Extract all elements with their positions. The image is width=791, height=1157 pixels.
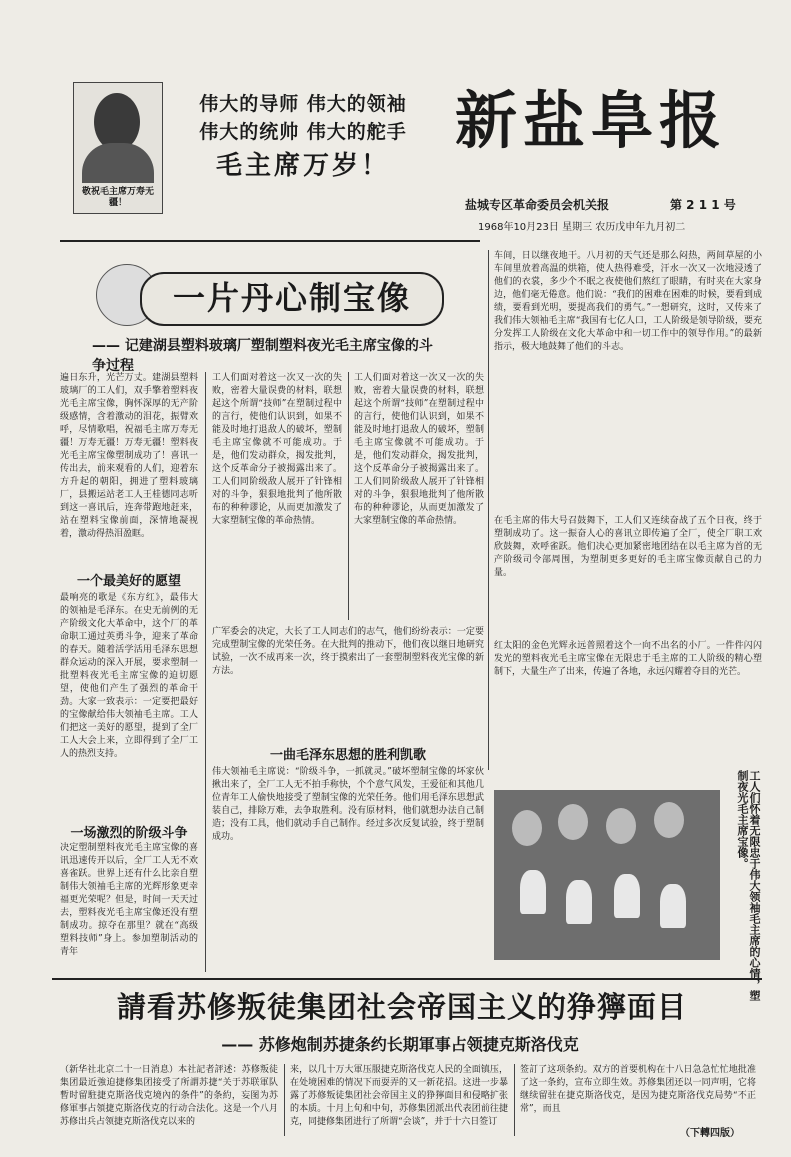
article1-col2-extra: 工人们面对着这一次又一次的失败，密着大量误费的材料，联想起这个所谓“技师”在塑制过程中的言行，使他们认识到，如果不能及时地打退敌人的破坏，塑制毛主席宝像就不可能成功。于是，他们发动群众，揭发批判，这个反革命分子被揭露出来了。工人们同阶级敌人展开了针锋相对的斗争，狠狠地批判了他所散布的种种谬论，从而更加激发了大家塑制宝像的革命热情。 bbox=[354, 373, 484, 526]
article-divider bbox=[52, 978, 762, 980]
mao-portrait bbox=[73, 82, 163, 214]
article1-col3b: 在毛主席的伟大号召鼓舞下，工人们又连续奋战了五个日夜，终于塑制成功了。这一振奋人心的喜讯立即传遍了全厂，使全厂职工欢欣鼓舞，欢呼雀跃。他们决心更加紧密地团结在以毛主席为首的无产阶级司令部周围，为塑制更多更好的毛主席宝像贡献自己的力量。 bbox=[494, 516, 762, 578]
portrait-body bbox=[82, 143, 154, 183]
worker-figure bbox=[606, 808, 636, 844]
slogan-block bbox=[168, 90, 438, 186]
article2-col1: （新华社北京二十一日消息）本社記者評述：苏修叛徒集团最近強迫捷修集团接受了所謂苏捷“关于苏联軍队暫时留駐捷克斯洛伐克境內的条件”的条約，妄图为苏修軍事占領捷克斯洛伐克的行动合法化。这是一个八月苏修出兵占领捷克斯洛伐克以来的 bbox=[60, 1065, 278, 1127]
slogan-line-3: 毛主席万岁！ bbox=[215, 151, 390, 181]
article1-col3: 车间，日以继夜地干。八月初的天气还是那么闷热，两间草屋的小车间里放着高温的烘箱，使人热得难受，汗水一次又一次地浸透了他们的衣裳，多少个不眠之夜使他们熬红了眼睛，有时夹在大家身边，他们毫无倦意。他们说：“我们的困难在困难的时候，要看到成绩，要看到光明，要提高我们的勇气。”一想研究，这时，又传来了我们伟大领袖毛主席“我国有七亿人口，工人阶级是领导阶级，要充分发挥工人阶级在文化大革命中和一切工作中的领导作用。”的最新指示，极大地鼓舞了他们的斗志。 bbox=[494, 251, 762, 352]
portrait-caption: 敬祝毛主席万寿无疆！ bbox=[81, 187, 154, 208]
section-heading-1: 一个最美好的愿望 bbox=[76, 574, 181, 589]
article2-col3: 签訂了这项条約。双方的首要机构在十八日急急忙忙地批准了这一条約，宣布立即生效。苏修集团还以一同声明，它将继续留驻在捷克斯洛伐克，是因为捷克斯洛伐克局势“不正常”，而且 bbox=[520, 1065, 756, 1114]
article1-col2b: 广军委会的决定，大长了工人同志们的志气，他们纷纷表示：一定要完成塑制宝像的光荣任务。在大批判的推动下，他们夜以继日地研究试验，一次不成再来一次，终于摸索出了一套塑制塑料夜光宝像的新方法。 bbox=[212, 627, 484, 676]
article1-banner: 一片丹心制宝像 bbox=[172, 279, 411, 317]
article2-col2: 来，以几十万大軍压服捷克斯洛伐克人民的全面镇压，在处境困难的情况下而耍弄的又一新花招。这进一步暴露了苏修叛徒集团社会帝国主义的狰獰面目和侵略扩张的本质。十月上旬和中旬，苏修集团派出代表团前往捷克，同捷修集团进行了所谓“会谈”，并于十六日签订 bbox=[290, 1065, 508, 1127]
photo-caption: 工人们怀着无限忠于伟大领袖毛主席的心情，塑制夜光毛主席宝像。 bbox=[736, 770, 761, 1001]
column-rule-4 bbox=[284, 1064, 285, 1136]
publisher-line: 盐城专区革命委员会机关报 bbox=[465, 198, 610, 212]
column-rule-2 bbox=[348, 372, 349, 620]
masthead-title: 新盐阜报 bbox=[455, 84, 728, 157]
article1-col1c: 决定塑制塑料夜光毛主席宝像的喜讯迅速传开以后，全厂工人无不欢喜雀跃。世界上还有什么比亲自塑制伟大领袖毛主席的光辉形象更幸福更光荣呢？但是，时间一天天过去，塑料夜光毛主席宝像还没有塑制成功。掠夺在那里？就在“高级塑料技师”身上。参加塑制活动的青年 bbox=[60, 843, 198, 957]
workers-photo bbox=[494, 790, 720, 960]
worker-figure bbox=[558, 804, 588, 840]
article2-subheadline: —— 苏修炮制苏捷条约长期軍事占领捷克斯洛伐克 bbox=[221, 1035, 579, 1054]
article1-col1: 遍日东升，光芒万丈。建湖县塑料玻璃厂的工人们，双手擎着塑料夜光毛主席宝像，胸怀深厚的无产阶级感情，含着激动的泪花，振臂欢呼，尽情歌唱，祝福毛主席万寿无疆！万寿无疆！万寿无疆！塑料夜光毛主席宝像塑制成功了！喜讯一传出去，前来观看的人们，迎着东方升起的朝阳，拥进了塑料玻璃厂，县搬运站老工人王桂德同志听到这一喜讯后，连奔带跑地赶来，站在塑料宝像前面，深情地凝视着，激动得热泪盈眶。 bbox=[60, 373, 198, 539]
issue-number: 第 2 1 1 号 bbox=[670, 198, 736, 212]
section-heading-2: 一场激烈的阶级斗争 bbox=[70, 826, 188, 841]
article1-col3c: 红太阳的金色光辉永远普照着这个一向不出名的小厂。一件件闪闪发光的塑料夜光毛主席宝像在无限忠于毛主席的工人阶级的精心塑制下，大量生产了出来，传遍了各地，永远闪耀着夺目的光芒。 bbox=[494, 641, 762, 677]
statue-figure bbox=[520, 870, 546, 914]
article1-col2c: 伟大领袖毛主席说：“阶级斗争，一抓就灵。”破坏塑制宝像的坏家伙揪出来了，全厂工人无不拍手称快，个个意气风发，王爱征和其他几位青年工人偷快地接受了塑制宝像的光荣任务。他们用毛泽东思想武装自己，排除万难，去争取胜利。没有原材料，他们就想办法自己制造；没有工具，他们就动手自己制作。经过多次反复试验，终于塑制成功。 bbox=[212, 767, 484, 842]
column-rule-1 bbox=[205, 372, 206, 972]
article2-headline: 請看苏修叛徒集团社会帝国主义的狰獰面目 bbox=[116, 990, 687, 1024]
continued-note: （下轉四版） bbox=[680, 1128, 740, 1139]
section-heading-3: 一曲毛泽东思想的胜利凯歌 bbox=[269, 748, 426, 763]
statue-figure bbox=[566, 880, 592, 924]
slogan-line-2: 伟大的统帅 伟大的舵手 bbox=[199, 121, 407, 143]
worker-figure bbox=[512, 810, 542, 846]
statue-figure bbox=[614, 874, 640, 918]
slogan-line-1: 伟大的导师 伟大的领袖 bbox=[199, 93, 407, 115]
article1-col1b: 最响亮的歌是《东方红》，最伟大的领袖是毛泽东。在史无前例的无产阶级文化大革命中，这个厂的革命职工通过英勇斗争，迎来了革命的春天。随着活学活用毛泽东思想群众运动的深入开展，要求塑制一批塑料夜光毛主席宝像的迫切愿望，使他们产生了强烈的革命干劲。大家一致表示：一定要把最好的宝像献给伟大领袖毛主席。工人们把这一美好的愿望，提到了全厂工人大会上来，立即得到了全厂工人的热烈支持。 bbox=[60, 593, 198, 759]
column-rule-3 bbox=[488, 250, 489, 770]
article1-subtitle: —— 记建湖县塑料玻璃厂塑制塑料夜光毛主席宝像的斗争过程 bbox=[92, 338, 433, 374]
masthead-divider bbox=[60, 240, 480, 242]
column-rule-5 bbox=[514, 1064, 515, 1136]
publication-date: 1968年10月23日 星期三 农历戊申年九月初二 bbox=[478, 222, 686, 233]
statue-figure bbox=[660, 884, 686, 928]
article1-col2: 工人们面对着这一次又一次的失败，密着大量误费的材料，联想起这个所谓“技师”在塑制过程中的言行，使他们认识到，如果不能及时地打退敌人的破坏，塑制毛主席宝像就不可能成功。于是，他们发动群众，揭发批判，这个反革命分子被揭露出来了。工人们同阶级敌人展开了针锋相对的斗争，狠狠地批判了他所散布的种种谬论，从而更加激发了大家塑制宝像的革命热情。 bbox=[212, 373, 342, 526]
worker-figure bbox=[654, 802, 684, 838]
